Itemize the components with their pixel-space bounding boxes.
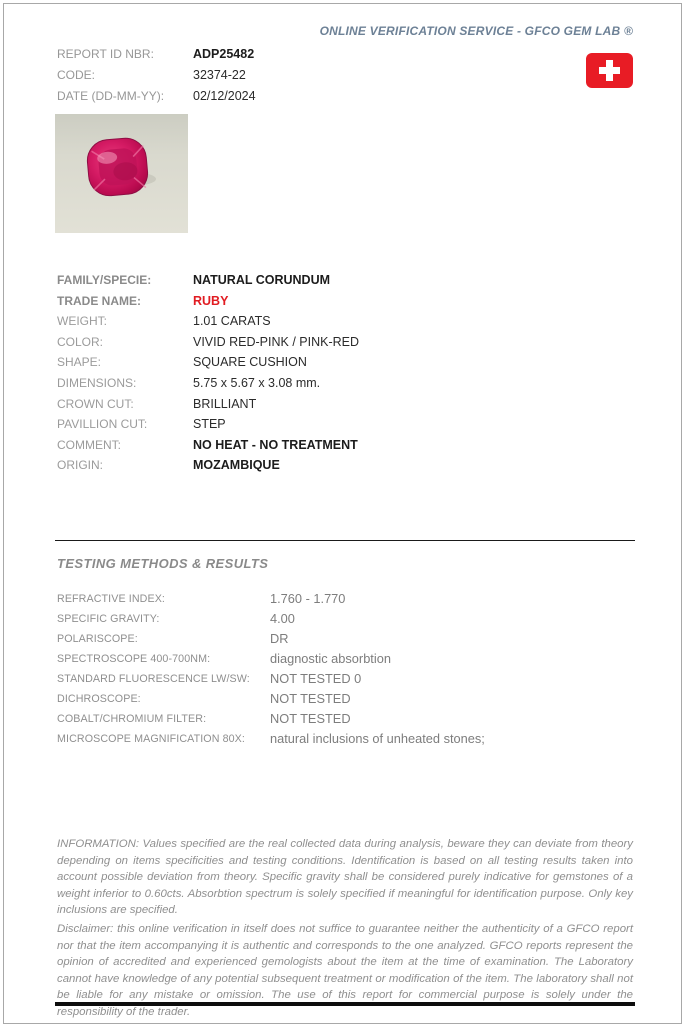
row-label: WEIGHT:: [57, 314, 107, 329]
row-label: DIMENSIONS:: [57, 375, 137, 390]
footer-rule: [55, 1002, 635, 1006]
row-label: PAVILLION CUT:: [57, 417, 148, 432]
table-row: [57, 332, 359, 353]
row-label: SHAPE:: [57, 355, 102, 370]
row-value: 02/12/2024: [193, 89, 256, 103]
testing-section-title: TESTING METHODS & RESULTS: [57, 556, 269, 571]
row-value: 4.00: [270, 611, 295, 626]
table-row: [57, 649, 485, 669]
page-title: ONLINE VERIFICATION SERVICE - GFCO GEM LAB ®: [319, 24, 633, 38]
swiss-cross-horizontal: [599, 67, 620, 74]
row-value: 1.01 CARATS: [193, 314, 271, 329]
row-value: ADP25482: [193, 47, 255, 61]
gem-shape: [86, 136, 150, 197]
row-label: POLARISCOPE:: [57, 633, 138, 645]
row-label: CROWN CUT:: [57, 396, 134, 411]
section-divider-line: [55, 540, 635, 541]
table-row: [57, 669, 485, 689]
row-value: SQUARE CUSHION: [193, 355, 307, 370]
table-row: [57, 373, 359, 394]
row-value: VIVID RED-PINK / PINK-RED: [193, 334, 359, 349]
table-row: [57, 311, 359, 332]
table-row: [57, 435, 359, 456]
row-value: NO HEAT - NO TREATMENT: [193, 437, 358, 452]
table-row: [57, 44, 256, 65]
table-row: [57, 352, 359, 373]
table-row: [57, 689, 485, 709]
row-label: REPORT ID NBR:: [57, 47, 154, 61]
row-value: STEP: [193, 417, 226, 432]
table-row: [57, 394, 359, 415]
swiss-flag-icon: [586, 53, 633, 88]
row-label: TRADE NAME:: [57, 293, 141, 308]
table-row: [57, 86, 256, 107]
table-row: [57, 414, 359, 435]
row-value: 1.760 - 1.770: [270, 591, 346, 606]
table-row: [57, 629, 485, 649]
table-row: [57, 589, 485, 609]
row-value: NOT TESTED 0: [270, 671, 362, 686]
row-label: CODE:: [57, 68, 96, 82]
row-value: natural inclusions of unheated stones;: [270, 731, 485, 746]
disclaimer-paragraph: Disclaimer: this online verification in itself does not suffice to guarantee neither the authenticity of a GFCO report nor that the item accompanying it is authentic and corresponds to the one analyzed. GFCO reports represent the opinion of accredited and experienced gemologists about the item at the time of examination. The Laboratory cannot have knowledge of any potential subsequent treatment or modification of the item. The laboratory shall not be liable for any mistake or omission. The use of this report for commercial purpose is solely under the responsibility of the trader.: [57, 923, 633, 1018]
row-value: 5.75 x 5.67 x 3.08 mm.: [193, 375, 321, 390]
row-value: diagnostic absorbtion: [270, 651, 391, 666]
row-label: COBALT/CHROMIUM FILTER:: [57, 713, 207, 725]
row-label: DATE (DD-MM-YY):: [57, 89, 165, 103]
row-value: DR: [270, 631, 289, 646]
table-row: [57, 729, 485, 749]
table-row: [57, 291, 359, 312]
row-value: RUBY: [193, 293, 229, 308]
row-label: SPECIFIC GRAVITY:: [57, 613, 160, 625]
row-label: ORIGIN:: [57, 458, 104, 473]
row-value: NATURAL CORUNDUM: [193, 273, 331, 287]
row-value: 32374-22: [193, 68, 246, 82]
row-label: COLOR:: [57, 334, 104, 349]
table-row: [57, 455, 359, 476]
gem-properties-table: [57, 270, 359, 476]
testing-results-table: [57, 589, 485, 749]
row-label: FAMILY/SPECIE:: [57, 273, 152, 287]
row-label: DICHROSCOPE:: [57, 693, 141, 705]
row-value: NOT TESTED: [270, 711, 351, 726]
table-row: [57, 270, 359, 291]
row-value: MOZAMBIQUE: [193, 458, 280, 473]
row-value: NOT TESTED: [270, 691, 351, 706]
row-value: BRILLIANT: [193, 396, 257, 411]
table-row: [57, 709, 485, 729]
table-row: [57, 609, 485, 629]
gemstone-photo: [55, 114, 188, 233]
row-label: COMMENT:: [57, 437, 121, 452]
row-label: STANDARD FLUORESCENCE LW/SW:: [57, 673, 250, 685]
row-label: SPECTROSCOPE 400-700NM:: [57, 653, 211, 665]
row-label: MICROSCOPE MAGNIFICATION 80X:: [57, 733, 245, 745]
report-info-table: [57, 44, 256, 107]
table-row: [57, 65, 256, 86]
information-paragraph: INFORMATION: Values specified are the real collected data during analysis, beware they can deviate from theory depending on items specificities and testing conditions. Identification is based on all testing results taken into account possible deviation from theory. Specific gravity shall be considered purely indicative for gemstones of a weight inferior to 0.60cts. Absorbtion spectrum is solely specified if meaningful for identification purpose. Only key inclusions are specified.: [57, 838, 633, 917]
row-label: REFRACTIVE INDEX:: [57, 593, 165, 605]
